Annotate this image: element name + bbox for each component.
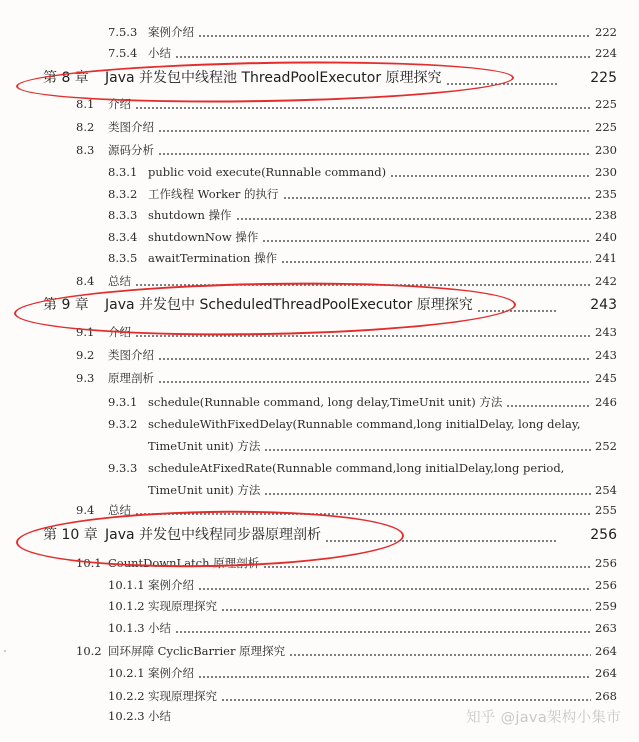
toc-entry-number: 10.1 xyxy=(76,556,102,570)
toc-entry-title: shutdown 操作 xyxy=(148,208,232,222)
toc-entry-page: 230 xyxy=(595,165,617,179)
toc-leader-dots xyxy=(198,676,591,678)
toc-entry-title: 类图介绍 xyxy=(108,348,154,362)
toc-subsection-entry xyxy=(0,596,639,616)
toc-entry-title: awaitTermination 操作 xyxy=(148,251,278,265)
toc-entry-number: 8.3.2 xyxy=(108,187,138,201)
toc-entry-number: 第 10 章 xyxy=(43,527,98,543)
toc-entry-number: 9.3.1 xyxy=(108,395,138,409)
toc-entry-number: 8.1 xyxy=(76,97,95,111)
toc-leader-dots xyxy=(264,449,591,451)
toc-leader-dots xyxy=(390,175,591,177)
toc-entry-title: 案例介绍 xyxy=(148,666,194,680)
toc-entry-title: 案例介绍 xyxy=(148,25,194,39)
toc-section-entry xyxy=(0,271,639,291)
toc-leader-dots xyxy=(175,631,591,633)
toc-subsection-entry xyxy=(0,392,639,412)
toc-entry-page: 243 xyxy=(595,348,617,362)
toc-leader-dots xyxy=(236,218,591,220)
toc-entry-number: 9.2 xyxy=(76,348,95,362)
toc-entry-title: 总结 xyxy=(108,503,131,517)
toc-section-entry xyxy=(0,553,639,573)
toc-entry-page: 243 xyxy=(590,297,617,313)
toc-entry-title: TimeUnit unit) 方法 xyxy=(148,439,261,453)
toc-entry-page: 268 xyxy=(595,689,617,703)
toc-entry-page: 225 xyxy=(595,97,617,111)
toc-entry-number: 10.2 xyxy=(76,644,102,658)
toc-entry-title: 小结 xyxy=(148,621,171,635)
toc-entry-page: 264 xyxy=(595,666,617,680)
toc-entry-title: 实现原理探究 xyxy=(148,599,217,613)
toc-entry-title: scheduleAtFixedRate(Runnable command,long initialDelay,long period, xyxy=(148,461,565,475)
toc-leader-dots xyxy=(135,513,591,515)
toc-entry-number: 10.2.1 xyxy=(108,666,145,680)
toc-entry-number: 第 9 章 xyxy=(43,297,89,313)
toc-subsection-entry xyxy=(0,458,639,478)
toc-entry-number: 10.1.3 xyxy=(108,621,145,635)
toc-entry-title: Java 并发包中线程同步器原理剖析 xyxy=(105,527,322,543)
toc-entry-number: 9.1 xyxy=(76,325,95,339)
toc-entry-page: 264 xyxy=(595,644,617,658)
toc-section-entry xyxy=(0,322,639,342)
toc-leader-dots xyxy=(198,588,591,590)
toc-entry-page: 245 xyxy=(595,371,617,385)
toc-entry-title: 总结 xyxy=(108,274,131,288)
toc-leader-dots xyxy=(175,56,591,58)
toc-entry-page: 259 xyxy=(595,599,617,613)
toc-entry-title: 小结 xyxy=(148,46,171,60)
toc-leader-dots xyxy=(198,35,591,37)
toc-entry-title: 源码分析 xyxy=(108,143,154,157)
toc-entry-number: 9.3.2 xyxy=(108,417,138,431)
toc-entry-title: 工作线程 Worker 的执行 xyxy=(148,187,279,201)
toc-entry-page: 246 xyxy=(595,395,617,409)
toc-leader-dots xyxy=(281,261,591,263)
toc-section-entry xyxy=(0,140,639,160)
toc-section-entry xyxy=(0,117,639,137)
toc-subsection-entry xyxy=(0,184,639,204)
toc-entry-page: 256 xyxy=(595,556,617,570)
toc-leader-dots xyxy=(221,699,591,701)
toc-entry-number: 第 8 章 xyxy=(43,70,89,86)
toc-entry-page: 242 xyxy=(595,274,617,288)
toc-entry-number: 8.3.3 xyxy=(108,208,138,222)
toc-entry-page: 243 xyxy=(595,325,617,339)
toc-entry-number: 7.5.4 xyxy=(108,46,138,60)
toc-subsection-entry xyxy=(0,575,639,595)
toc-leader-dots xyxy=(262,240,591,242)
toc-entry-title: 介绍 xyxy=(108,325,131,339)
toc-entry-number: 8.4 xyxy=(76,274,95,288)
toc-leader-dots xyxy=(283,197,591,199)
toc-subsection-entry xyxy=(0,22,639,42)
toc-entry-title: TimeUnit unit) 方法 xyxy=(148,483,261,497)
toc-leader-dots xyxy=(506,405,591,407)
toc-entry-page: 230 xyxy=(595,143,617,157)
toc-entry-page: 225 xyxy=(595,120,617,134)
toc-subsection-entry xyxy=(0,227,639,247)
toc-entry-title: scheduleWithFixedDelay(Runnable command,long initialDelay, long delay, xyxy=(148,417,581,431)
watermark: 知乎 @java架构小集市 xyxy=(466,710,621,726)
toc-subsection-entry xyxy=(0,162,639,182)
toc-leader-dots xyxy=(135,107,591,109)
toc-entry-page: 238 xyxy=(595,208,617,222)
toc-entry-number: 8.3.5 xyxy=(108,251,138,265)
toc-entry-number: 7.5.3 xyxy=(108,25,138,39)
toc-subsection-entry xyxy=(0,414,639,434)
toc-entry-title: schedule(Runnable command, long delay,TimeUnit unit) 方法 xyxy=(148,395,503,409)
toc-entry-page: 240 xyxy=(595,230,617,244)
toc-leader-dots xyxy=(221,609,591,611)
toc-entry-title: 案例介绍 xyxy=(148,578,194,592)
toc-entry-number: 9.3.3 xyxy=(108,461,138,475)
toc-entry-title: 介绍 xyxy=(108,97,131,111)
toc-section-entry xyxy=(0,641,639,661)
toc-entry-page: 254 xyxy=(595,483,617,497)
toc-entry-title: 回环屏障 CyclicBarrier 原理探究 xyxy=(108,644,286,658)
toc-entry-title: Java 并发包中线程池 ThreadPoolExecutor 原理探究 xyxy=(105,70,442,86)
toc-entry-page: 222 xyxy=(595,25,617,39)
toc-entry-page: 225 xyxy=(590,70,617,86)
toc-leader-dots xyxy=(158,381,591,383)
toc-subsection-entry xyxy=(0,663,639,683)
toc-entry-number: 8.3 xyxy=(76,143,95,157)
toc-subsection-entry xyxy=(0,43,639,63)
toc-entry-page: 263 xyxy=(595,621,617,635)
toc-subsection-entry xyxy=(0,205,639,225)
toc-leader-dots xyxy=(135,284,591,286)
toc-leader-dots xyxy=(446,83,557,85)
toc-leader-dots xyxy=(158,130,591,132)
toc-subsection-entry xyxy=(0,436,639,456)
toc-leader-dots xyxy=(325,540,557,542)
toc-leader-dots xyxy=(158,153,591,155)
toc-entry-page: 235 xyxy=(595,187,617,201)
toc-entry-number: 10.1.1 xyxy=(108,578,145,592)
toc-entry-page: 241 xyxy=(595,251,617,265)
toc-entry-number: 10.2.2 xyxy=(108,689,145,703)
toc-entry-title: 实现原理探究 xyxy=(148,689,217,703)
toc-section-entry xyxy=(0,368,639,388)
toc-subsection-entry xyxy=(0,686,639,706)
toc-entry-title: CountDownLatch 原理剖析 xyxy=(108,556,260,570)
toc-entry-title: public void execute(Runnable command) xyxy=(148,165,387,179)
toc-subsection-entry xyxy=(0,248,639,268)
toc-entry-title: 类图介绍 xyxy=(108,120,154,134)
toc-entry-number: 9.3 xyxy=(76,371,95,385)
toc-leader-dots xyxy=(158,358,591,360)
toc-entry-number: 8.3.1 xyxy=(108,165,138,179)
margin-dot xyxy=(4,650,6,652)
toc-chapter-entry xyxy=(0,524,639,544)
toc-entry-page: 224 xyxy=(595,46,617,60)
toc-leader-dots xyxy=(289,654,591,656)
toc-entry-number: 10.1.2 xyxy=(108,599,145,613)
toc-entry-number: 8.3.4 xyxy=(108,230,138,244)
toc-leader-dots xyxy=(477,310,557,312)
toc-entry-title: 原理剖析 xyxy=(108,371,154,385)
toc-entry-title: Java 并发包中 ScheduledThreadPoolExecutor 原理探究 xyxy=(105,297,473,313)
toc-section-entry xyxy=(0,94,639,114)
toc-entry-number: 9.4 xyxy=(76,503,95,517)
toc-section-entry xyxy=(0,345,639,365)
toc-entry-page: 256 xyxy=(590,527,617,543)
toc-entry-page: 255 xyxy=(595,503,617,517)
toc-entry-number: 8.2 xyxy=(76,120,95,134)
toc-entry-page: 252 xyxy=(595,439,617,453)
toc-chapter-entry xyxy=(0,67,639,87)
toc-section-entry xyxy=(0,500,639,520)
toc-leader-dots xyxy=(135,335,591,337)
toc-subsection-entry xyxy=(0,618,639,638)
toc-chapter-entry xyxy=(0,294,639,314)
toc-entry-number: 10.2.3 xyxy=(108,709,145,723)
toc-entry-title: 小结 xyxy=(148,709,171,723)
toc-leader-dots xyxy=(264,493,591,495)
toc-entry-page: 256 xyxy=(595,578,617,592)
toc-leader-dots xyxy=(263,566,591,568)
toc-entry-title: shutdownNow 操作 xyxy=(148,230,259,244)
toc-subsection-entry xyxy=(0,480,639,500)
